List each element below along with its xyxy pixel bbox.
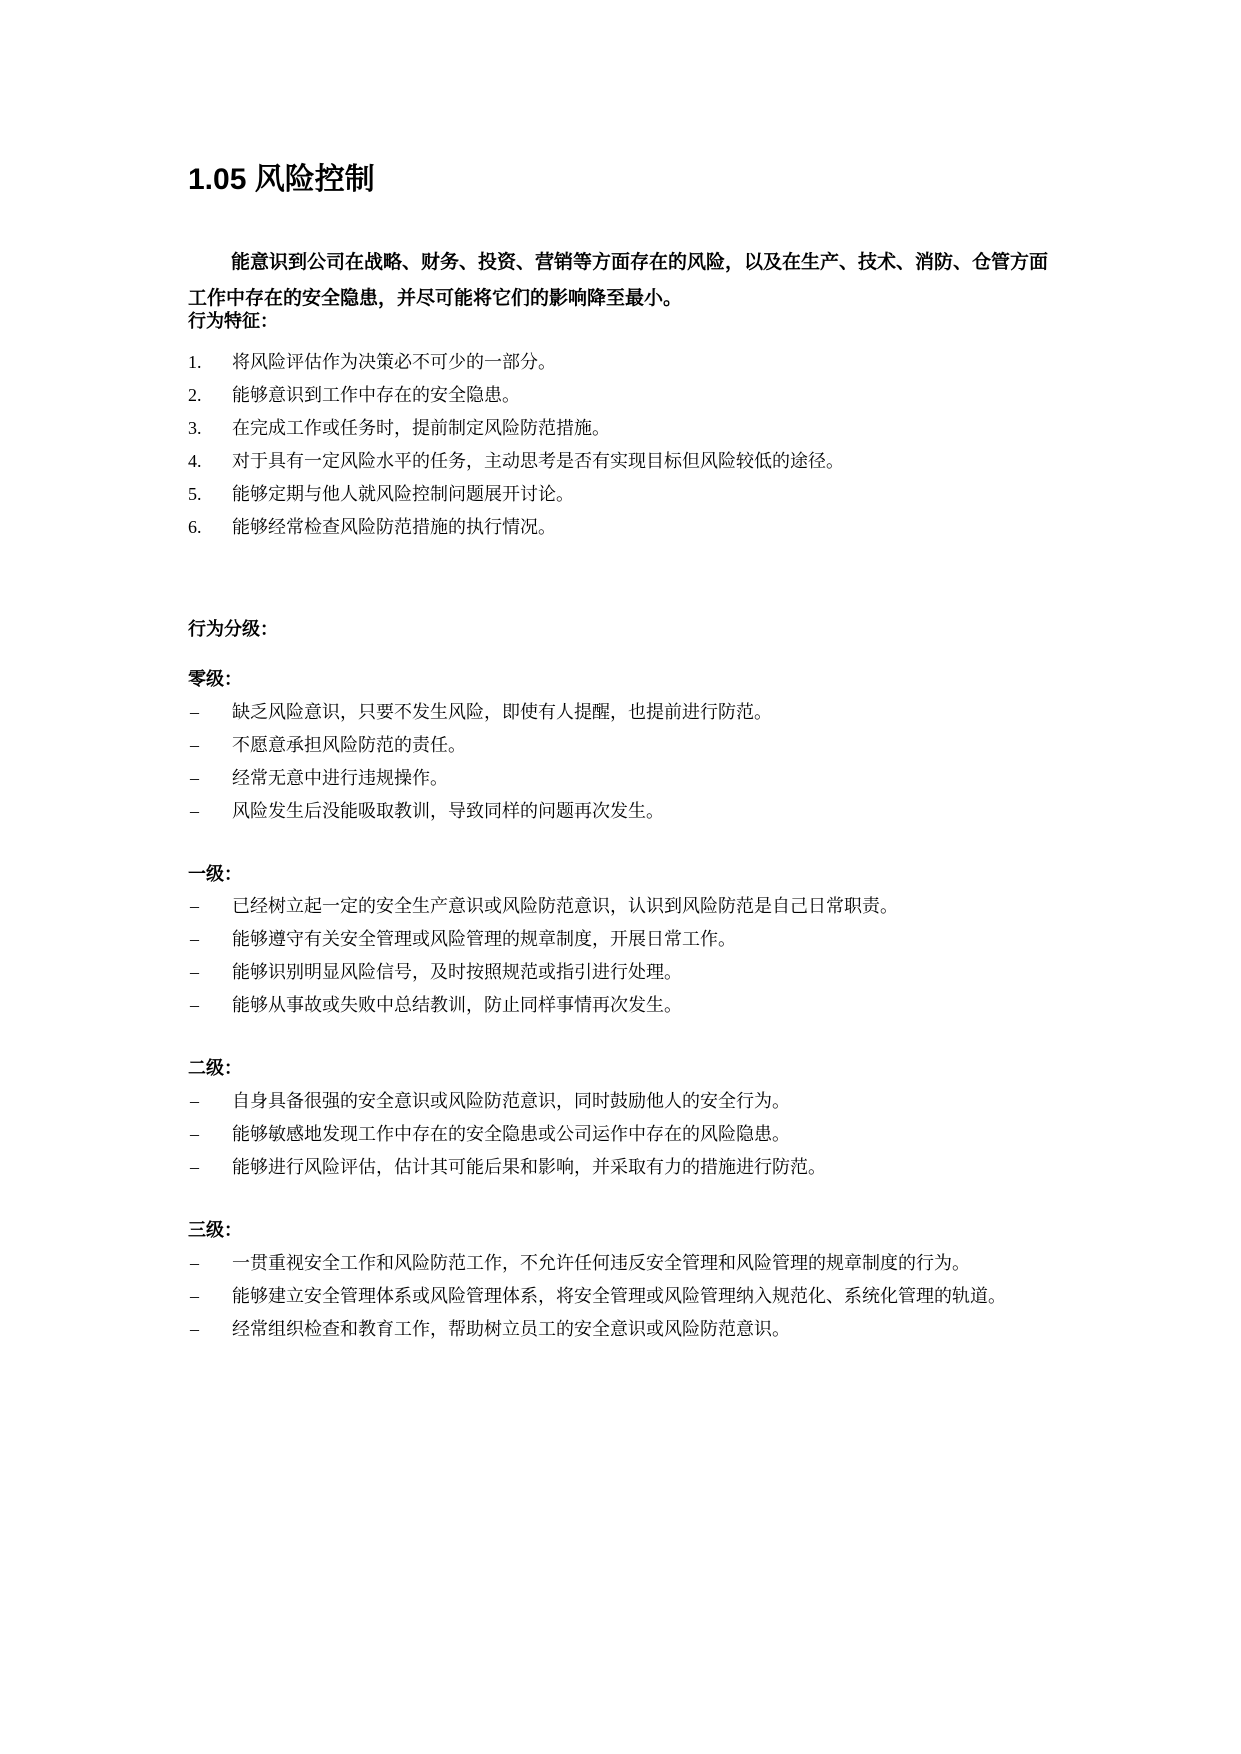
list-marker: – xyxy=(190,1091,199,1111)
list-item xyxy=(188,696,1058,729)
list-item xyxy=(188,1118,1058,1151)
list-item-text: 经常无意中进行违规操作。 xyxy=(232,768,448,789)
list-marker: 6. xyxy=(188,517,202,537)
level-0-list xyxy=(188,696,1058,828)
list-item-text: 对于具有一定风险水平的任务，主动思考是否有实现目标但风险较低的途径。 xyxy=(232,451,844,472)
list-item xyxy=(188,1247,1058,1280)
list-item xyxy=(188,1151,1058,1184)
list-item-text: 将风险评估作为决策必不可少的一部分。 xyxy=(232,352,556,373)
list-marker: – xyxy=(190,1286,199,1306)
list-marker: – xyxy=(190,801,199,821)
list-item-text: 在完成工作或任务时，提前制定风险防范措施。 xyxy=(232,418,610,439)
list-item-text: 已经树立起一定的安全生产意识或风险防范意识，认识到风险防范是自己日常职责。 xyxy=(232,896,898,917)
list-item-text: 能够进行风险评估，估计其可能后果和影响，并采取有力的措施进行防范。 xyxy=(232,1157,826,1178)
list-item xyxy=(188,989,1058,1022)
list-item xyxy=(188,511,1058,544)
list-item xyxy=(188,1313,1058,1346)
page-title: 1.05 风险控制 xyxy=(188,163,375,196)
level-1-heading: 一级： xyxy=(188,864,242,885)
list-item xyxy=(188,1280,1058,1313)
level-0-heading: 零级： xyxy=(188,669,242,690)
list-marker: 3. xyxy=(188,418,202,438)
list-item xyxy=(188,1085,1058,1118)
behavior-features-list xyxy=(188,346,1058,544)
level-2-list xyxy=(188,1085,1058,1184)
list-item-text: 能够从事故或失败中总结教训，防止同样事情再次发生。 xyxy=(232,995,682,1016)
list-item-text: 能够经常检查风险防范措施的执行情况。 xyxy=(232,517,556,538)
list-item-text: 风险发生后没能吸取教训，导致同样的问题再次发生。 xyxy=(232,801,664,822)
list-item xyxy=(188,412,1058,445)
list-marker: 4. xyxy=(188,451,202,471)
list-item xyxy=(188,445,1058,478)
list-item xyxy=(188,379,1058,412)
intro-paragraph: 能意识到公司在战略、财务、投资、营销等方面存在的风险，以及在生产、技术、消防、仓管方面工作中存在的安全隐患，并尽可能将它们的影响降至最小。 xyxy=(188,251,1049,309)
list-marker: 1. xyxy=(188,352,202,372)
list-marker: – xyxy=(190,768,199,788)
list-item xyxy=(188,956,1058,989)
list-item-text: 能够敏感地发现工作中存在的安全隐患或公司运作中存在的风险隐患。 xyxy=(232,1124,790,1145)
level-1-list xyxy=(188,890,1058,1022)
list-marker: – xyxy=(190,735,199,755)
list-item xyxy=(188,890,1058,923)
level-3-list xyxy=(188,1247,1058,1346)
list-item-text: 能够意识到工作中存在的安全隐患。 xyxy=(232,385,520,406)
list-item xyxy=(188,762,1058,795)
list-item-text: 一贯重视安全工作和风险防范工作，不允许任何违反安全管理和风险管理的规章制度的行为。 xyxy=(232,1253,970,1274)
list-marker: – xyxy=(190,1157,199,1177)
list-item xyxy=(188,923,1058,956)
list-marker: 2. xyxy=(188,385,202,405)
list-item-text: 经常组织检查和教育工作，帮助树立员工的安全意识或风险防范意识。 xyxy=(232,1319,790,1340)
behavior-features-heading: 行为特征： xyxy=(188,311,278,332)
list-item-text: 能够遵守有关安全管理或风险管理的规章制度，开展日常工作。 xyxy=(232,929,736,950)
list-item-text: 能够识别明显风险信号，及时按照规范或指引进行处理。 xyxy=(232,962,682,983)
list-item-text: 自身具备很强的安全意识或风险防范意识，同时鼓励他人的安全行为。 xyxy=(232,1091,790,1112)
list-marker: – xyxy=(190,995,199,1015)
behavior-grading-heading: 行为分级： xyxy=(188,619,278,640)
list-item-text: 缺乏风险意识，只要不发生风险，即使有人提醒，也提前进行防范。 xyxy=(232,702,772,723)
list-item-text: 不愿意承担风险防范的责任。 xyxy=(232,735,466,756)
level-2-heading: 二级： xyxy=(188,1058,242,1079)
list-item-text: 能够定期与他人就风险控制问题展开讨论。 xyxy=(232,484,574,505)
list-marker: – xyxy=(190,962,199,982)
list-item xyxy=(188,795,1058,828)
level-3-heading: 三级： xyxy=(188,1220,242,1241)
list-item-text: 能够建立安全管理体系或风险管理体系，将安全管理或风险管理纳入规范化、系统化管理的轨道。 xyxy=(232,1286,1006,1307)
list-marker: – xyxy=(190,702,199,722)
list-marker: – xyxy=(190,1319,199,1339)
list-marker: – xyxy=(190,929,199,949)
list-marker: – xyxy=(190,1253,199,1273)
list-item xyxy=(188,729,1058,762)
list-item xyxy=(188,346,1058,379)
list-marker: – xyxy=(190,896,199,916)
list-item xyxy=(188,478,1058,511)
list-marker: 5. xyxy=(188,484,202,504)
list-marker: – xyxy=(190,1124,199,1144)
